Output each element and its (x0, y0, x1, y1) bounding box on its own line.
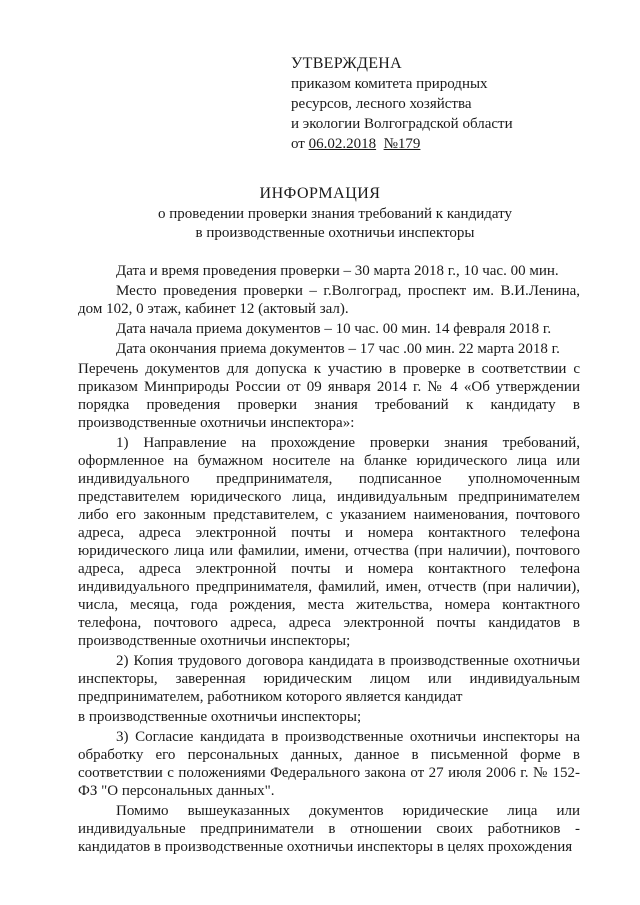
document-subtitle-2: в производственные охотничьи инспекторы (195, 225, 475, 241)
approval-number: №179 (383, 136, 421, 152)
paragraph-item-3: 3) Согласие кандидата в производственные охотничьи инспекторы на обработку его персональных данных, данное в письменной форме в соответствии с положениями Федерального закона от 27 июля 2006 г. № 152-ФЗ "О персональных данных". (78, 729, 580, 799)
approval-line-3: и экологии Волгоградской области (291, 116, 513, 132)
document-heading (0, 184, 640, 243)
approval-line-2: ресурсов, лесного хозяйства (291, 96, 472, 112)
approval-date: 06.02.2018 (308, 136, 377, 152)
paragraph-location: Место проведения проверки – г.Волгоград, проспект им. В.И.Ленина, дом 102, 0 этаж, кабинет 12 (актовый зал). (78, 283, 580, 317)
approval-line-1: приказом комитета природных (291, 76, 488, 92)
paragraph-item-2: 2) Копия трудового договора кандидата в производственные охотничьи инспекторы, заверенная юридическим лицом или индивидуальным предпринимателем, работником которого является кандидат (78, 653, 580, 705)
approval-date-line (291, 134, 591, 154)
approval-title: УТВЕРЖДЕНА (291, 55, 403, 72)
approval-block (291, 54, 591, 154)
document-subtitle-1: о проведении проверки знания требований к кандидату (157, 206, 513, 222)
paragraph-document-list: Перечень документов для допуска к участию в проверке в соответствии с приказом Минприроды России от 09 января 2014 г. № 4 «Об утверждении порядка проведения проверки знания требований к кандидату в производственные охотничьи инспектора»: (78, 361, 580, 431)
paragraph-date-time: Дата и время проведения проверки – 30 марта 2018 г., 10 час. 00 мин. (116, 263, 559, 279)
approval-date-prefix: от (291, 136, 305, 152)
paragraph-end-date: Дата окончания приема документов – 17 час .00 мин. 22 марта 2018 г. (116, 341, 560, 357)
paragraph-item-1: 1) Направление на прохождение проверки знания требований, оформленное на бумажном носителе на бланке юридического лица или индивидуального предпринимателя, подписанное уполномоченным представителем юридического лица, индивидуальным предпринимателем либо его законным представителем, с указанием наименования, почтового адреса, адреса электронной почты и номера контактного телефона юридического лица или фамилии, имени, отчества (при наличии), почтового адреса, адреса электронной почты и номера контактного телефона индивидуального предпринимателя, фамилий, имен, отчеств (при наличии), числа, месяца, года рождения, места жительства, номера контактного телефона, почтового адреса, адреса электронной почты кандидатов в производственные охотничьи инспекторы; (78, 435, 580, 649)
document-body (78, 262, 580, 858)
paragraph-start-date: Дата начала приема документов – 10 час. 00 мин. 14 февраля 2018 г. (116, 321, 552, 337)
paragraph-item-2-continued: в производственные охотничьи инспекторы; (78, 709, 362, 725)
document-title: ИНФОРМАЦИЯ (259, 185, 381, 202)
paragraph-additional: Помимо вышеуказанных документов юридические лица или индивидуальные предприниматели в отношении своих работников - кандидатов в производственные охотничьи инспекторы в целях прохождения (78, 803, 580, 855)
